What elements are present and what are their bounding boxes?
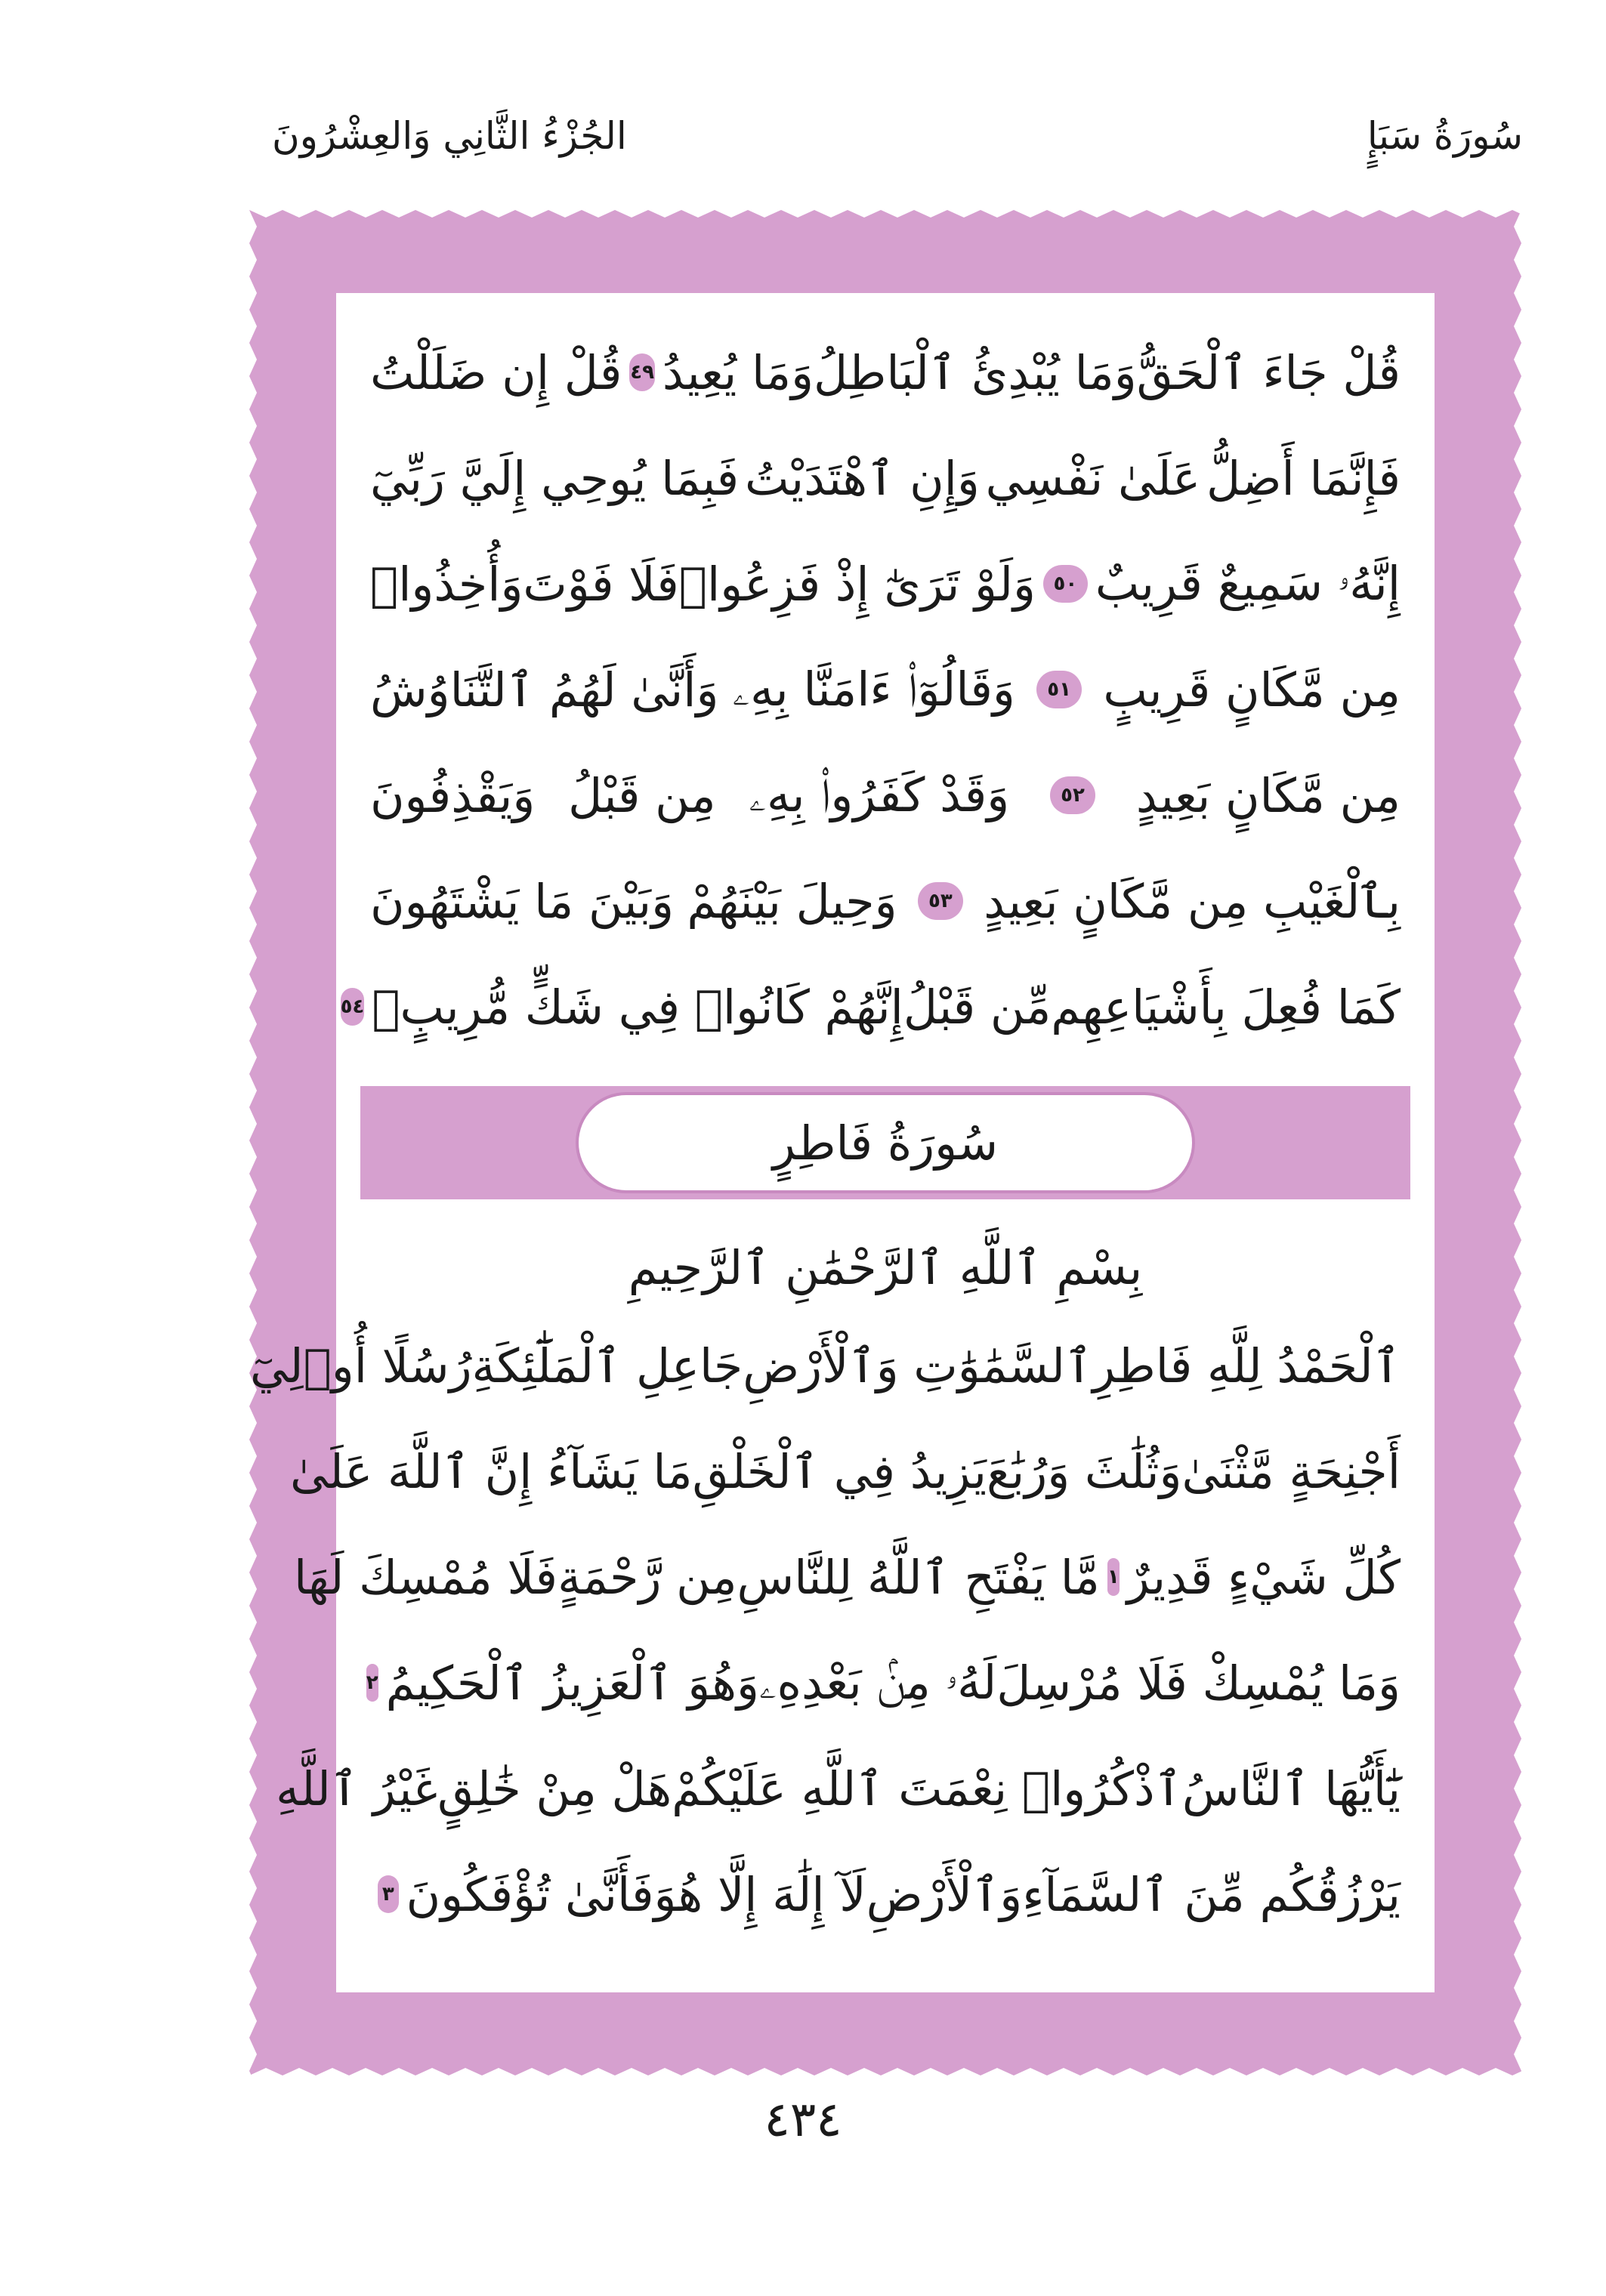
- verse-segment: وَلَوْ تَرَىٰٓ إِذْ فَزِعُوا۟: [678, 556, 1036, 612]
- ayah-number-marker: ٤٩: [629, 353, 655, 391]
- ayah-number-marker: ٥٠: [1043, 565, 1088, 603]
- verse-segment: مِّن قَبْلُ: [903, 979, 1052, 1035]
- verse-segment: فَإِنَّمَا أَضِلُّ: [1206, 450, 1401, 506]
- verse-segment: قُلْ جَاءَ ٱلْحَقُّ: [1136, 344, 1401, 400]
- verse-segment: مَا يَشَآءُ إِنَّ ٱللَّهَ عَلَىٰ: [290, 1443, 693, 1499]
- ayah-number-marker: ٥٣: [918, 882, 963, 920]
- verse-segment: أَجْنِحَةٍ مَّثْنَىٰ: [1181, 1443, 1401, 1499]
- verse-segment: جَاعِلِ ٱلْمَلَٰٓئِكَةِ: [471, 1338, 743, 1393]
- verse-segment: وَبَيْنَ مَا يَشْتَهُونَ: [370, 873, 675, 929]
- verse-segment: يَزِيدُ فِي ٱلْخَلْقِ: [692, 1443, 987, 1499]
- verse-segment: هَلْ مِنْ خَٰلِقٍ: [437, 1761, 672, 1816]
- verse-segment: فَأَنَّىٰ تُؤْفَكُونَ: [406, 1866, 654, 1922]
- verse-line: [340, 958, 1401, 1056]
- verse-segment: كُلِّ شَيْءٍ قَدِيرٌ: [1126, 1549, 1401, 1605]
- ayah-number-marker: ١: [1107, 1558, 1120, 1596]
- page-number: ٤٣٤: [764, 2092, 842, 2148]
- verse-segment: وَهُوَ ٱلْعَزِيزُ ٱلْحَكِيمُ: [385, 1655, 759, 1711]
- verse-segment: وَثُلَٰثَ وَرُبَٰعَ: [987, 1443, 1182, 1499]
- ayah-number-marker: ٣: [378, 1875, 399, 1913]
- verse-line: [366, 1634, 1401, 1732]
- ayah-number-marker: ٥٤: [341, 988, 365, 1026]
- verse-segment: يَرْزُقُكُم مِّنَ ٱلسَّمَآءِ: [1022, 1866, 1401, 1922]
- verse-segment: مِن مَّكَانٍ بَعِيدٍ: [1135, 767, 1401, 823]
- verse-segment: غَيْرُ ٱللَّهِ: [276, 1761, 438, 1816]
- sura-title-cartouche: [583, 1100, 1188, 1186]
- verse-line: [370, 323, 1401, 421]
- ayah-number-marker: ٥١: [1036, 671, 1082, 708]
- sura-header-banner: [360, 1086, 1410, 1199]
- verse-segment: مِن مَّكَانٍ قَرِيبٍ: [1103, 662, 1401, 718]
- sura-title: سُورَةُ فَاطِرٍ: [772, 1115, 999, 1171]
- verse-line: [370, 640, 1401, 739]
- verse-segment: لَهُۥ مِنۢ بَعْدِهِۦ: [758, 1655, 997, 1710]
- verse-segment: وَقَدْ كَفَرُوا۟ بِهِۦ: [749, 767, 1010, 822]
- ayah-number-marker: ٥٢: [1050, 776, 1095, 814]
- page-frame: [249, 210, 1521, 2075]
- verse-line: [370, 1845, 1401, 1943]
- verse-segment: وَإِنِ ٱهْتَدَيْتُ: [745, 450, 980, 506]
- verse-segment: إِنَّهُمْ كَانُوا۟ فِي شَكٍّ مُّرِيبٍۭ: [372, 979, 903, 1035]
- verse-segment: مِن قَبْلُ: [568, 767, 716, 823]
- verse-line: [250, 1316, 1401, 1415]
- verse-segment: كَمَا فُعِلَ بِأَشْيَاعِهِم: [1051, 979, 1401, 1035]
- verse-segment: مَّا يَفْتَحِ ٱللَّهُ لِلنَّاسِ: [737, 1549, 1100, 1605]
- verse-line: [370, 429, 1401, 527]
- verse-segment: رُسُلًا أُو۟لِيٓ: [250, 1338, 472, 1393]
- verse-segment: بِٱلْغَيْبِ مِن مَّكَانٍ بَعِيدٍ: [984, 873, 1401, 929]
- verse-segment: ٱلسَّمَٰوَٰتِ وَٱلْأَرْضِ: [743, 1338, 1093, 1393]
- juz-title: الجُزْءُ الثَّانِي وَالعِشْرُونَ: [272, 114, 627, 158]
- verse-segment: وَأَنَّىٰ لَهُمُ ٱلتَّنَاوُشُ: [370, 662, 719, 718]
- verse-segment: وَحِيلَ بَيْنَهُمْ: [687, 873, 897, 929]
- verse-segment: وَأُخِذُوا۟: [370, 556, 523, 612]
- verse-segment: ٱذْكُرُوا۟ نِعْمَتَ ٱللَّهِ عَلَيْكُمْ: [672, 1761, 1182, 1816]
- verse-segment: وَٱلْأَرْضِ: [866, 1866, 1023, 1922]
- verse-segment: قُلْ إِن ضَلَلْتُ: [370, 344, 622, 400]
- ayah-number-marker: ٢: [366, 1664, 378, 1702]
- verse-segment: وَيَقْذِفُونَ: [370, 767, 536, 823]
- verse-segment: لَآ إِلَٰهَ إِلَّا هُوَ: [653, 1866, 866, 1922]
- verse-line: [370, 535, 1401, 633]
- verse-line: [294, 1528, 1401, 1626]
- verse-segment: وَقَالُوٓا۟ ءَامَنَّا بِهِۦ: [732, 662, 1015, 717]
- verse-segment: وَمَا يُعِيدُ: [662, 344, 814, 400]
- verse-line: [370, 746, 1401, 844]
- verse-segment: إِنَّهُۥ سَمِيعٌ قَرِيبٌ: [1095, 556, 1401, 611]
- verse-segment: وَمَا يُبْدِئُ ٱلْبَاطِلُ: [814, 344, 1137, 400]
- verse-segment: فَلَا مُمْسِكَ لَهَا: [294, 1549, 558, 1605]
- verse-segment: فَبِمَا يُوحِي إِلَيَّ رَبِّيٓ: [370, 450, 740, 506]
- basmala: بِسْمِ ٱللَّهِ ٱلرَّحْمَٰنِ ٱلرَّحِيمِ: [628, 1239, 1143, 1295]
- surah-title: سُورَةُ سَبَإٍ: [1367, 114, 1523, 158]
- verse-segment: ٱلْحَمْدُ لِلَّهِ فَاطِرِ: [1092, 1338, 1401, 1393]
- verse-line: [290, 1422, 1401, 1520]
- verse-segment: وَمَا يُمْسِكْ فَلَا مُرْسِلَ: [996, 1655, 1401, 1711]
- verse-line: [370, 852, 1401, 950]
- verse-segment: عَلَىٰ نَفْسِي: [985, 450, 1201, 506]
- verse-segment: مِن رَّحْمَةٍ: [557, 1549, 737, 1605]
- verse-segment: فَلَا فَوْتَ: [523, 556, 679, 612]
- text-panel: [250, 293, 1435, 1992]
- verse-line: [276, 1739, 1401, 1838]
- verse-segment: يَٰٓأَيُّهَا ٱلنَّاسُ: [1181, 1761, 1401, 1816]
